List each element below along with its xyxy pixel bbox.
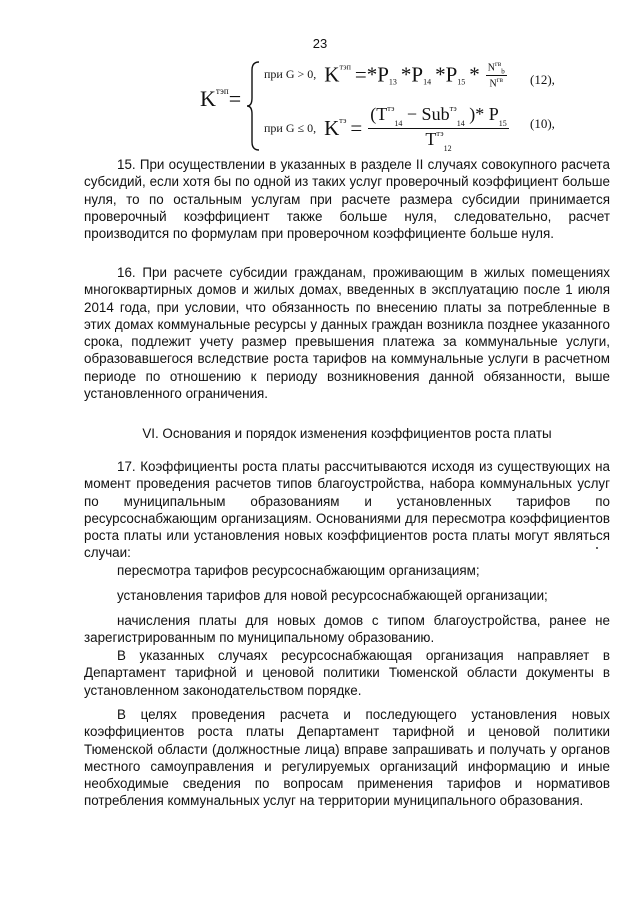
formula-line-positive (264, 60, 509, 90)
formula-lhs: $K^{тэп}=$ (200, 85, 242, 111)
fraction-n (486, 60, 507, 90)
list-item-text: пересмотра тарифов ресурсоснабжающим организациям; (117, 563, 480, 578)
numerator-t: (T (370, 104, 388, 124)
numerator-sub-term: − Sub (406, 104, 450, 124)
paragraph-17-text: 17. Коэффициенты роста платы рассчитываются исходя из существующих на момент проведения расчетов типов благоустройства, набора коммунальных услуг по муниципальным образованиям и установленных тарифов по ресурсоснабжающим организациям. Основаниями для пересмотра коэффициентов роста платы или установления новых коэффициентов роста платы могут являться случаи: (84, 459, 610, 561)
numerator-n: N (487, 62, 496, 74)
p-subscript: 15 (498, 119, 507, 128)
formula-block (200, 58, 620, 153)
paragraph-16 (84, 264, 610, 402)
curly-brace-icon (246, 60, 262, 152)
denominator-t: T (425, 129, 437, 149)
k-symbol: K (324, 116, 340, 140)
equation-number-12: (12), (530, 72, 555, 87)
denominator-n: N (489, 78, 497, 90)
formula-lhs-superscript: тэп (215, 85, 229, 96)
formula-line-nonpositive (264, 104, 511, 153)
formula-term: *P (435, 62, 458, 87)
formula-lhs-symbol: K (200, 86, 216, 111)
condition-nonpositive: при G ≤ 0, (264, 121, 317, 135)
paragraph-submission (84, 647, 610, 699)
k-symbol: K (324, 62, 340, 87)
k-superscript: тэп (339, 62, 351, 72)
formula-term: * (469, 62, 480, 87)
sub-superscript: тэ (449, 104, 457, 113)
subscript-13: 13 (388, 77, 397, 87)
paragraph-16-text: 16. При расчете субсидии гражданам, проживающим в жилых помещениях многоквартирных домов и жилых домах, введенных в эксплуатацию после 1 июля 2014 года, при условии, что обязанность по внесению платы за потребленные в этих домах коммунальные ресурсы у данных граждан возникла позднее указанного срока, подлежит учету размер превышения платежа за коммунальные услуги, образовавшегося вследствие роста тарифов на коммунальные услуги в расчетном периоде по отношению к периоду возникновения данной обязанности, выше установленного ограничения. (84, 265, 610, 402)
stray-dot (596, 547, 598, 549)
paragraph-requests-text: В целях проведения расчета и последующего установления новых коэффициентов роста платы Департамент тарифной и ценовой политики Тюменской области (должностные лица) вправе запрашивать и получать у органов местного самоуправления и регулируемых организаций информацию и иные необходимые сведения по вопросам применения тарифов и нормативов потребления коммунальных услуг на территории муниципального образования. (84, 707, 610, 809)
formula-term: =*P (354, 62, 389, 87)
numerator-sup: гв (495, 60, 502, 68)
fraction-tariff (368, 104, 508, 153)
numerator-sub: b (501, 67, 505, 76)
k-superscript: тэ (339, 116, 347, 126)
equals-sign: = (350, 116, 363, 140)
subscript-14: 14 (423, 77, 432, 87)
paragraph-submission-text: В указанных случаях ресурсоснабжающая организация направляет в Департамент тарифной и ценовой политики Тюменской области документы в установленном законодательством порядке. (84, 648, 610, 698)
den-superscript: тэ (436, 129, 444, 138)
formula-term: *P (400, 62, 424, 87)
section-heading: VI. Основания и порядок изменения коэффициентов роста платы (142, 426, 552, 441)
paragraph-requests (84, 706, 610, 810)
condition-positive: при G > 0, (264, 67, 317, 82)
list-item (84, 587, 610, 604)
page-number: 23 (312, 36, 328, 51)
numerator-p: )* P (469, 104, 499, 124)
subscript-15: 15 (457, 77, 466, 87)
t-superscript: тэ (387, 104, 395, 113)
list-item-text: начисления платы для новых домов с типом благоустройства, ранее не зарегистрированным по муниципальному образованию. (84, 613, 610, 646)
denominator-sup: гв (496, 76, 503, 85)
paragraph-15 (84, 156, 610, 242)
list-item-text: установления тарифов для новой ресурсоснабжающей организации; (117, 588, 548, 603)
paragraph-15-text: 15. При осуществлении в указанных в разделе II случаях совокупного расчета субсидий, если хотя бы по одной из таких услуг проверочный коэффициент больше нуля, то по остальным услугам при расчете размера субсидии принимается проверочный коэффициент также больше нуля, следовательно, расчет производится по формулам при проверочном коэффициенте больше нуля. (84, 157, 610, 242)
equation-number-10: (10), (530, 116, 555, 131)
list-item (84, 562, 610, 579)
list-item (84, 612, 610, 647)
sub-subscript: 14 (456, 119, 465, 128)
paragraph-17 (84, 458, 610, 562)
den-subscript: 12 (443, 144, 452, 153)
t-subscript: 14 (394, 119, 403, 128)
